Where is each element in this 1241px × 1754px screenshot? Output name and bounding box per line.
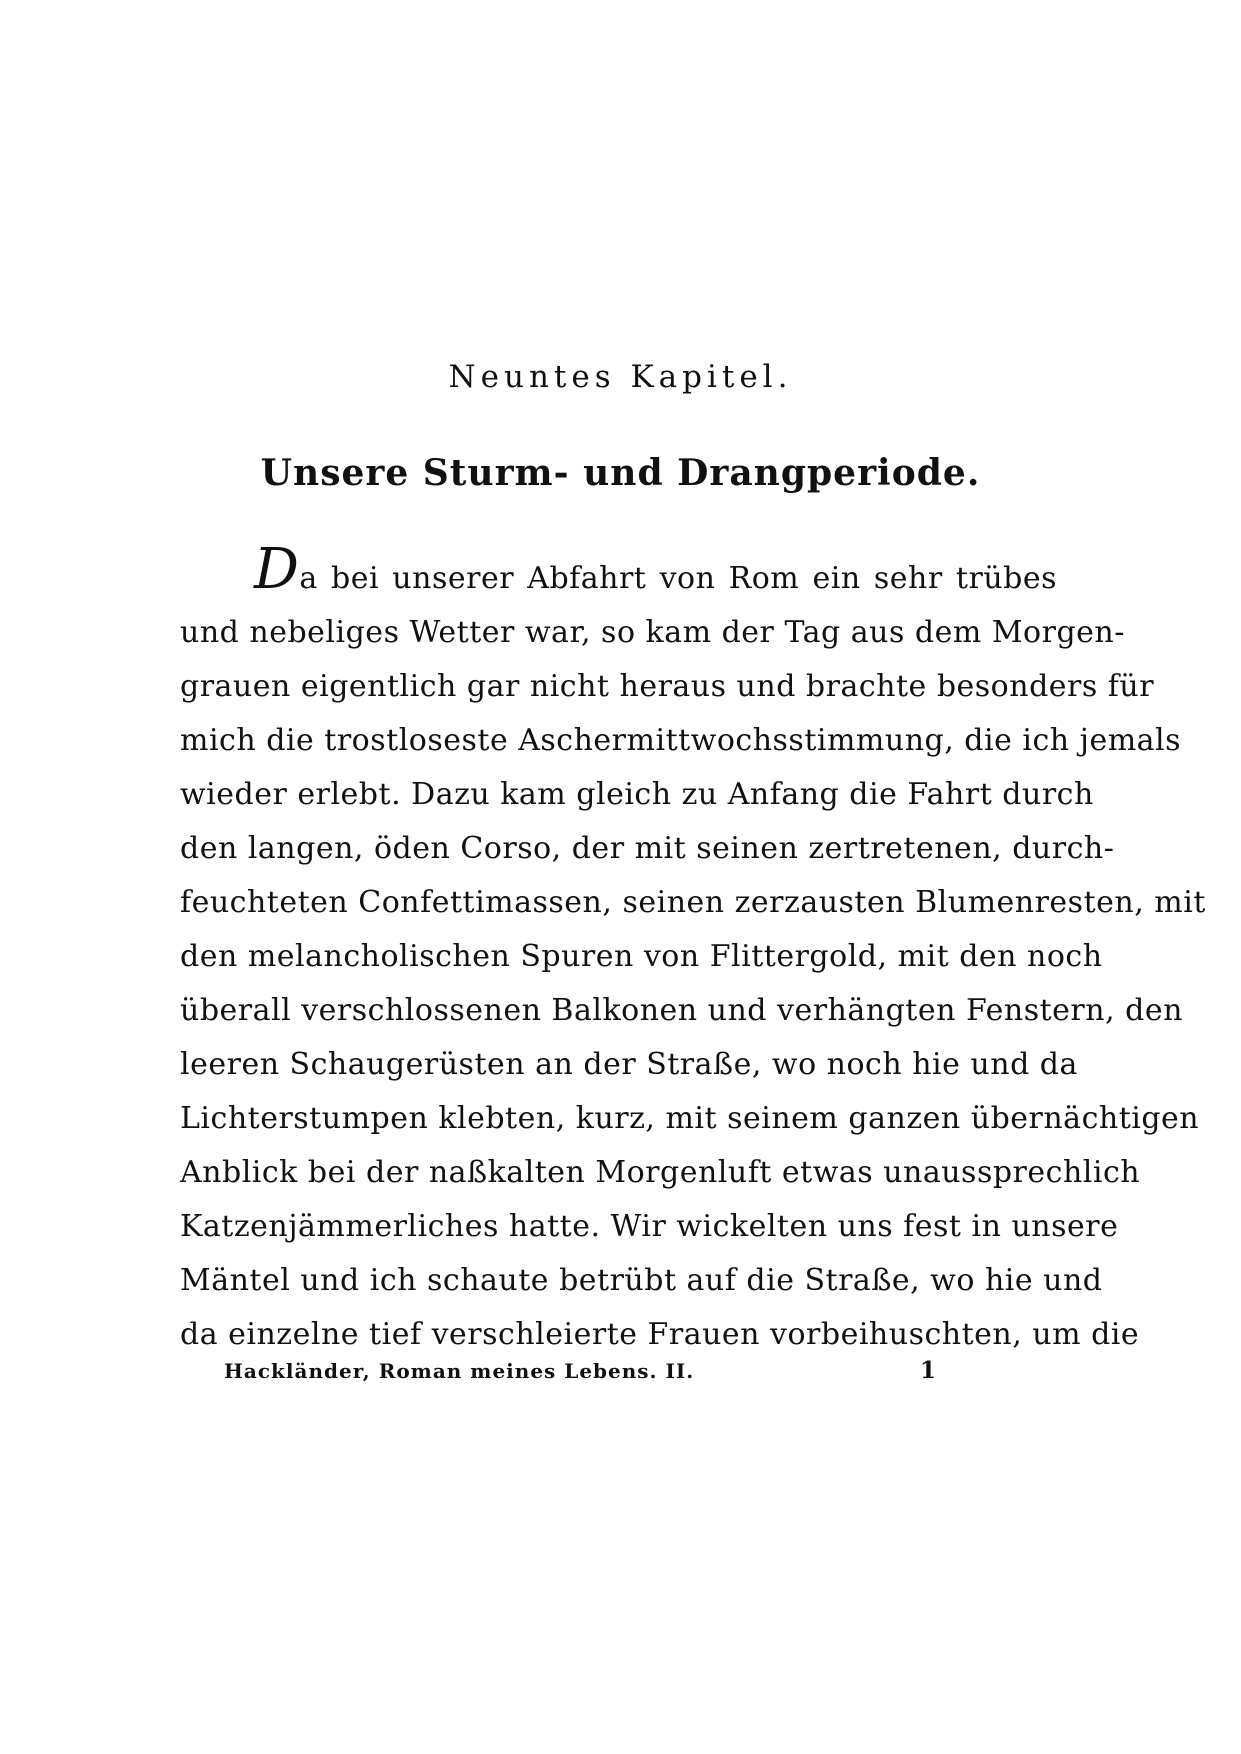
text-line: Mäntel und ich schaute betrübt auf die Straße, wo hie und (180, 1263, 1103, 1298)
initial-letter: D (254, 537, 300, 602)
text-line (180, 537, 1057, 606)
text-line: grauen eigentlich gar nicht heraus und brachte besonders für (180, 669, 1155, 704)
text-line: und nebeliges Wetter war, so kam der Tag aus dem Morgen- (180, 615, 1125, 650)
text-line: den langen, öden Corso, der mit seinen zertretenen, durch- (180, 831, 1115, 866)
first-line-text: a bei unserer Abfahrt von Rom ein sehr trübes (299, 561, 1057, 596)
body-text (180, 537, 1206, 1362)
page-number: 1 (920, 1357, 937, 1384)
text-line: überall verschlossenen Balkonen und verhängten Fenstern, den (180, 993, 1183, 1028)
chapter-title: Unsere Sturm- und Drangperiode. (260, 452, 981, 494)
text-line: Lichterstumpen klebten, kurz, mit seinem ganzen übernächtigen (180, 1101, 1200, 1136)
text-line: Anblick bei der naßkalten Morgenluft etwas unaussprechlich (180, 1155, 1141, 1190)
text-line: wieder erlebt. Dazu kam gleich zu Anfang die Fahrt durch (180, 777, 1094, 812)
text-line: da einzelne tief verschleierte Frauen vorbeihuschten, um die (180, 1317, 1140, 1352)
footer-source: Hackländer, Roman meines Lebens. II. (224, 1359, 695, 1383)
text-line: leeren Schaugerüsten an der Straße, wo noch hie und da (180, 1047, 1078, 1082)
text-line: mich die trostloseste Aschermittwochsstimmung, die ich jemals (180, 723, 1182, 758)
chapter-number: Neuntes Kapitel. (448, 359, 793, 395)
text-line: feuchteten Confettimassen, seinen zerzausten Blumenresten, mit (180, 885, 1206, 920)
text-line: Katzenjämmerliches hatte. Wir wickelten uns fest in unsere (180, 1209, 1119, 1244)
text-line: den melancholischen Spuren von Flittergold, mit den noch (180, 939, 1103, 974)
